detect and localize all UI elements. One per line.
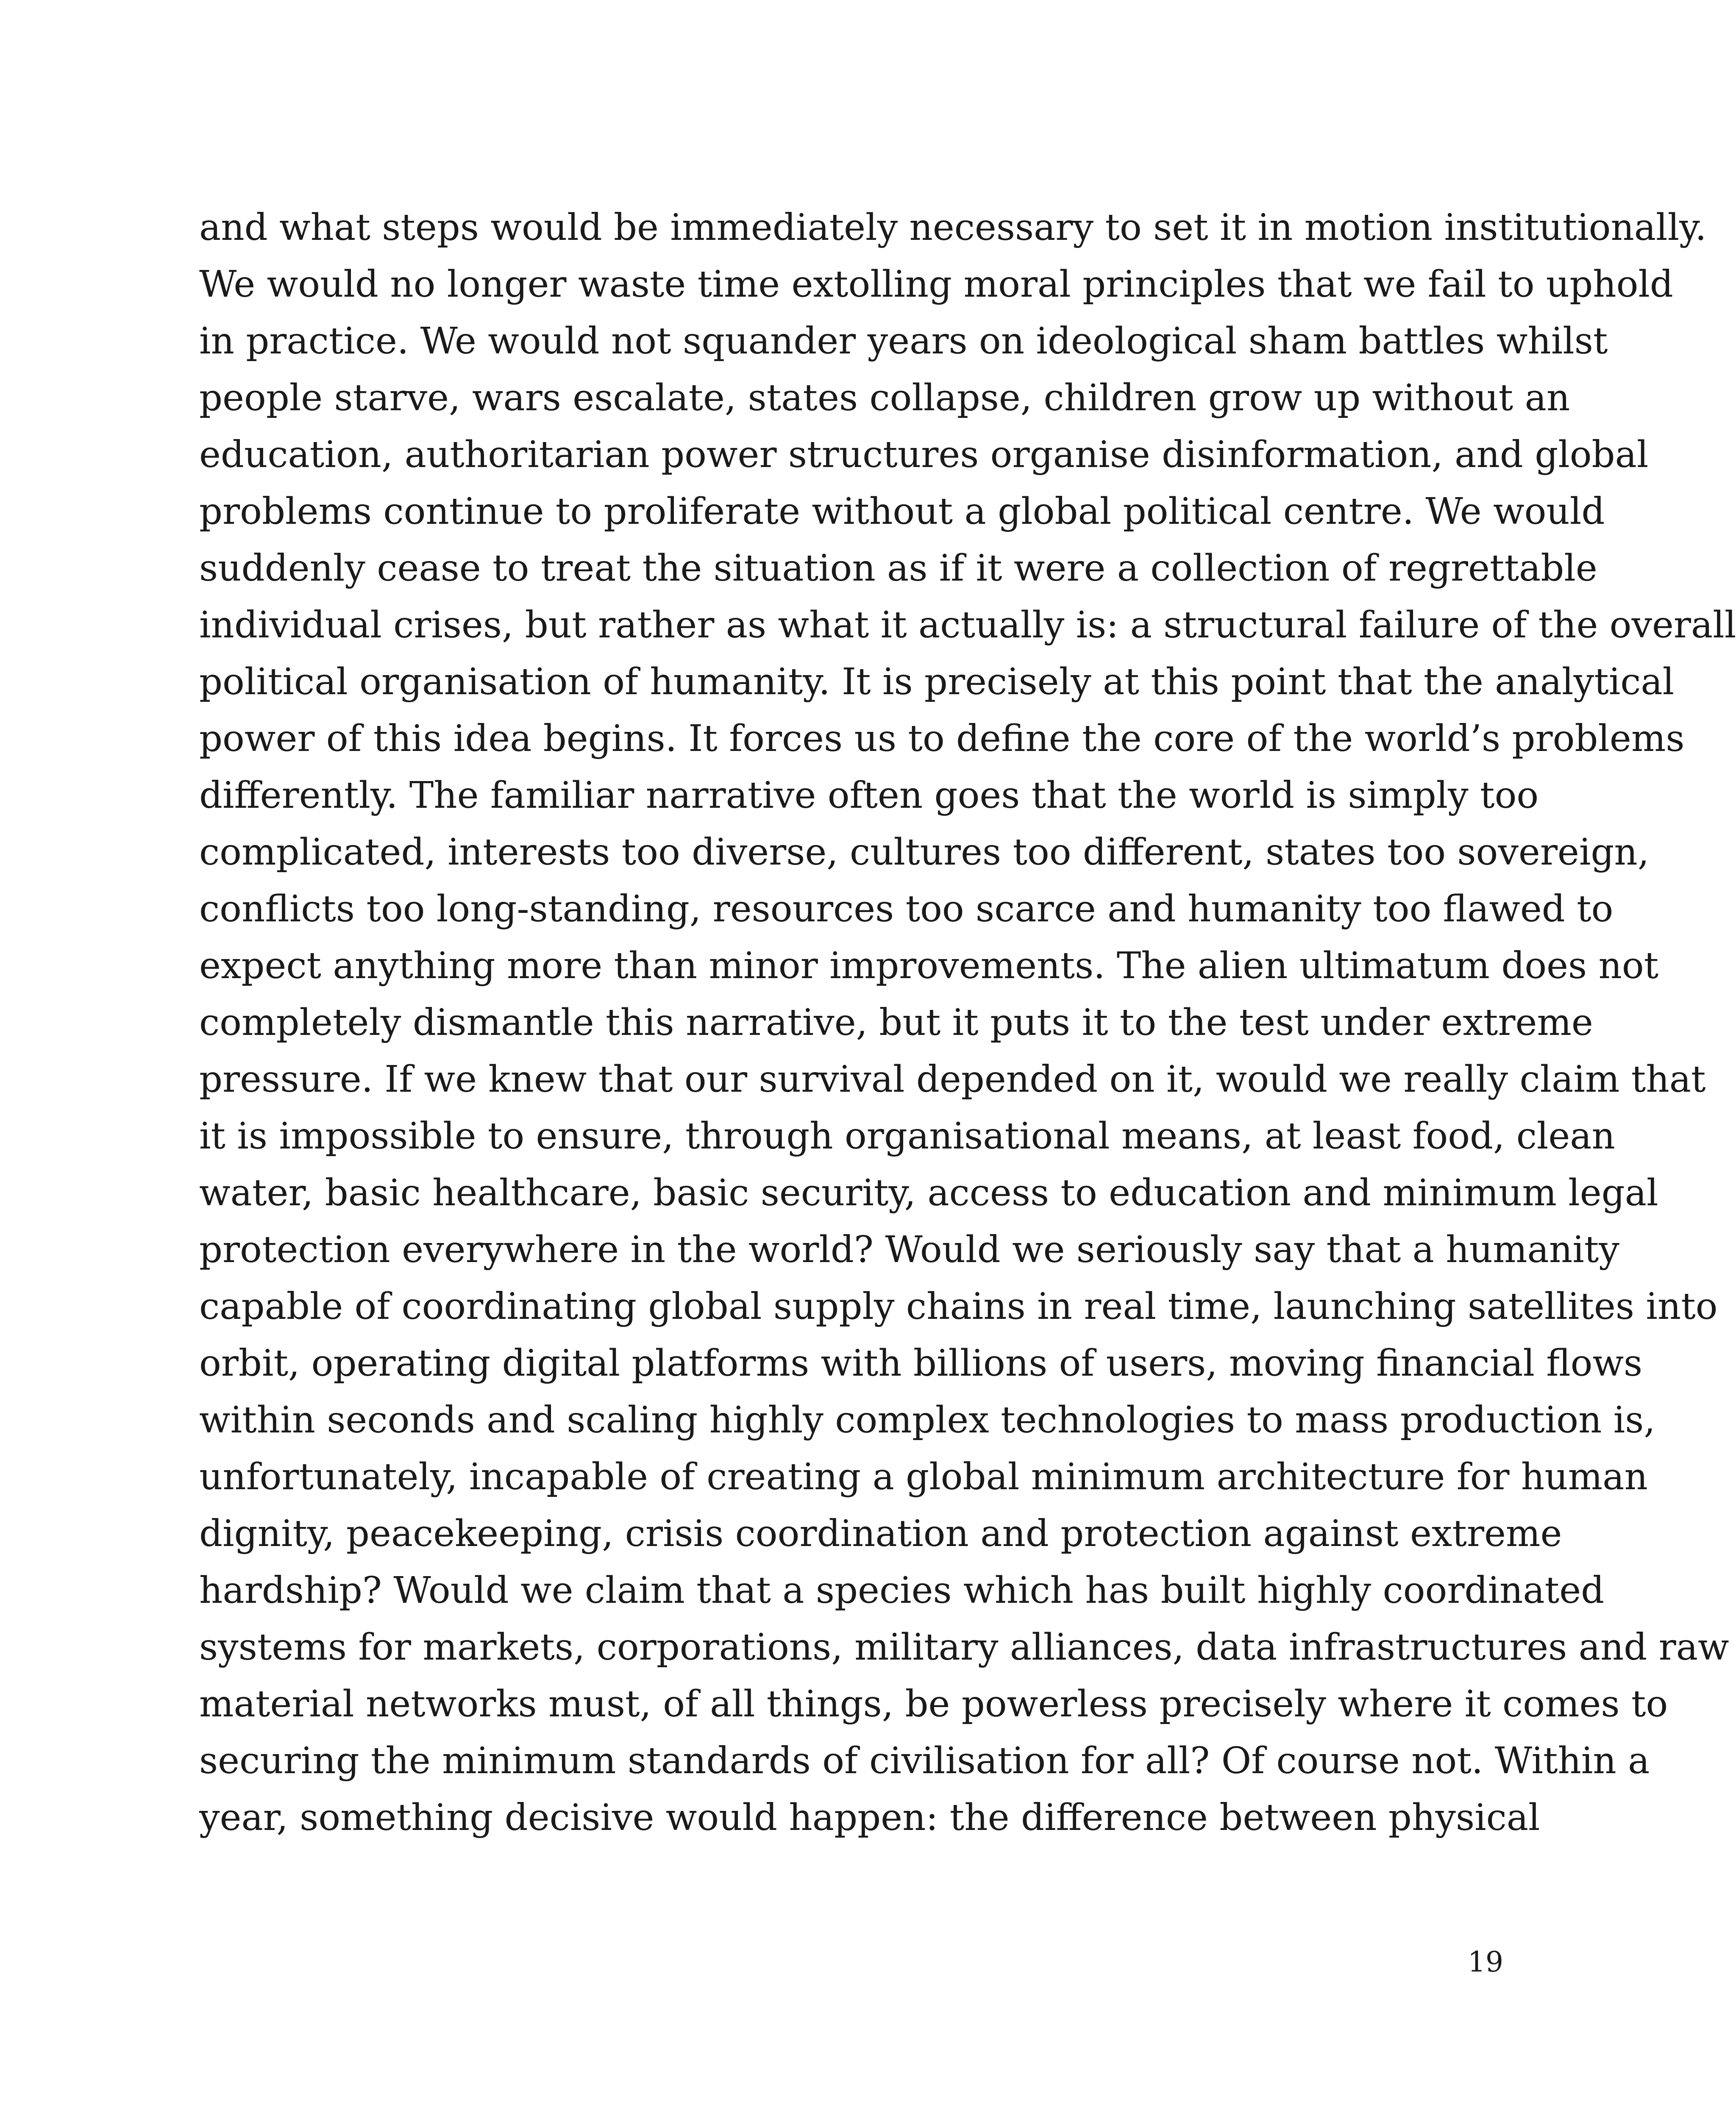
text-line: hardship? Would we claim that a species which has built highly coordinated <box>199 1569 1605 1612</box>
text-line: education, authoritarian power structures organise disinformation, and global <box>199 434 1649 476</box>
text-line: in practice. We would not squander years on ideological sham battles whilst <box>199 320 1608 362</box>
text-line: differently. The familiar narrative often goes that the world is simply too <box>199 774 1539 817</box>
text-line: year, something decisive would happen: the difference between physical <box>199 1796 1540 1839</box>
text-line: systems for markets, corporations, military alliances, data infrastructures and raw <box>199 1626 1729 1669</box>
text-line: We would no longer waste time extolling moral principles that we fail to uphold <box>199 263 1673 306</box>
page-number: 19 <box>1468 1946 1503 1978</box>
text-line: expect anything more than minor improvements. The alien ultimatum does not <box>199 945 1659 987</box>
text-line: individual crises, but rather as what it actually is: a structural failure of the overall <box>199 604 1736 646</box>
text-line: suddenly cease to treat the situation as if it were a collection of regrettable <box>199 547 1597 590</box>
text-line: conflicts too long-standing, resources too scarce and humanity too flawed to <box>199 888 1614 930</box>
text-line: power of this idea begins. It forces us to define the core of the world’s problems <box>199 717 1685 760</box>
text-line: capable of coordinating global supply chains in real time, launching satellites into <box>199 1285 1718 1328</box>
text-line: it is impossible to ensure, through organisational means, at least food, clean <box>199 1115 1615 1157</box>
text-line: people starve, wars escalate, states collapse, children grow up without an <box>199 377 1570 419</box>
body-text <box>199 199 1736 1846</box>
text-line: completely dismantle this narrative, but it puts it to the test under extreme <box>199 1001 1593 1044</box>
text-line: protection everywhere in the world? Would we seriously say that a humanity <box>199 1229 1619 1271</box>
text-line: pressure. If we knew that our survival depended on it, would we really claim that <box>199 1058 1706 1101</box>
text-line: problems continue to proliferate without a global political centre. We would <box>199 490 1605 533</box>
text-line: dignity, peacekeeping, crisis coordination and protection against extreme <box>199 1513 1562 1555</box>
text-line: political organisation of humanity. It is precisely at this point that the analytical <box>199 661 1675 703</box>
text-line: securing the minimum standards of civilisation for all? Of course not. Within a <box>199 1740 1650 1782</box>
text-line: material networks must, of all things, be powerless precisely where it comes to <box>199 1683 1668 1725</box>
text-line: water, basic healthcare, basic security, access to education and minimum legal <box>199 1172 1658 1214</box>
text-line: complicated, interests too diverse, cultures too different, states too sovereign, <box>199 831 1650 873</box>
text-line: within seconds and scaling highly complex technologies to mass production is, <box>199 1399 1655 1441</box>
text-line: unfortunately, incapable of creating a global minimum architecture for human <box>199 1456 1648 1498</box>
text-line: orbit, operating digital platforms with billions of users, moving financial flows <box>199 1342 1643 1385</box>
text-line: and what steps would be immediately necessary to set it in motion institutionally. <box>199 206 1707 249</box>
